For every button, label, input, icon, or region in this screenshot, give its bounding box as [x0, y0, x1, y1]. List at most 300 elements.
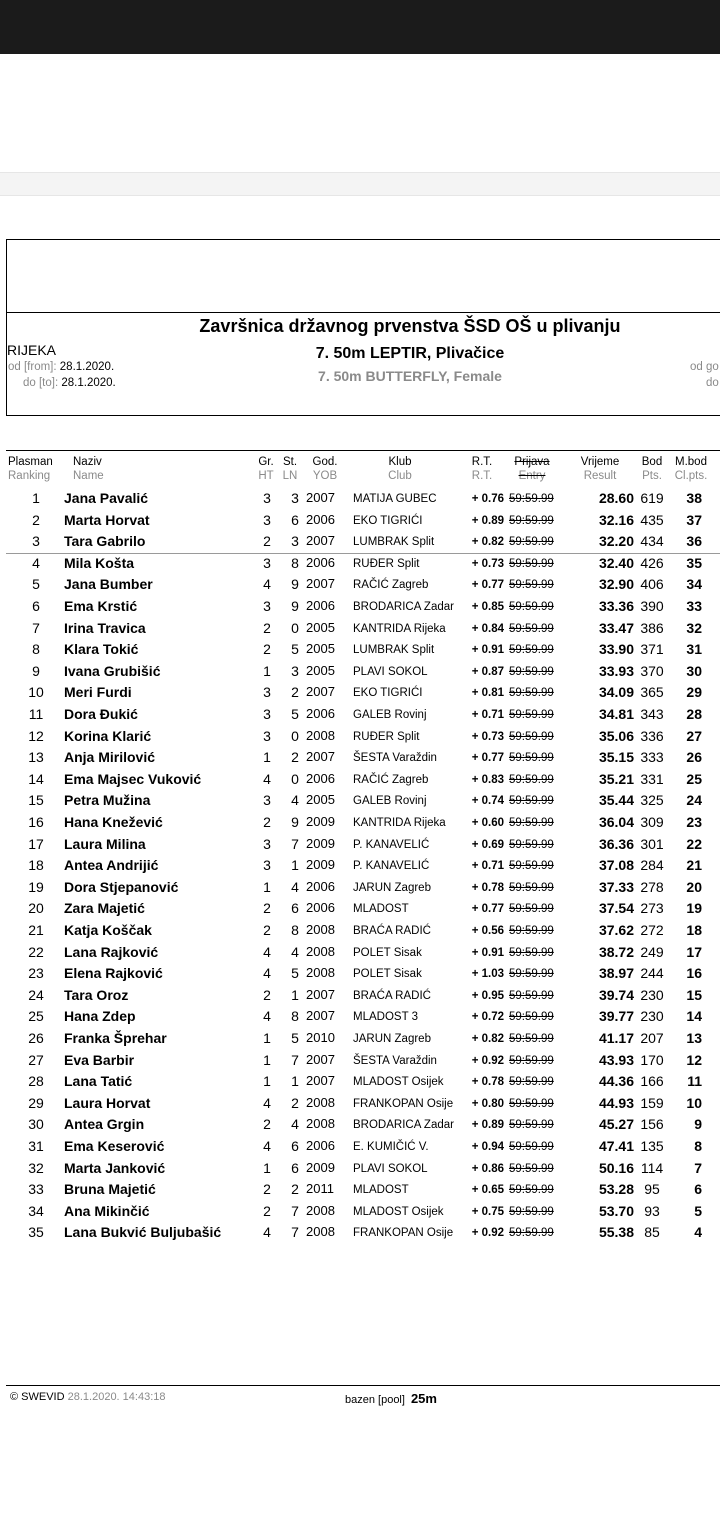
yob-cell: 2008 [306, 965, 335, 981]
rank-cell: 20 [28, 900, 44, 917]
class-points-cell: 28 [686, 706, 702, 722]
yob-cell: 2006 [306, 900, 335, 916]
points-cell: 272 [640, 922, 664, 938]
table-row [0, 617, 720, 639]
table-row [0, 854, 720, 876]
entry-time-cell: 59:59.99 [509, 1227, 554, 1240]
competition-title: Završnica državnog prvenstva ŠSD OŠ u plivanju [199, 316, 621, 336]
heat-cell: 2 [263, 641, 271, 658]
points-cell: 284 [640, 857, 664, 874]
reaction-time-cell: + 0.94 [471, 1141, 504, 1153]
entry-time-cell: 59:59.99 [509, 903, 554, 916]
reaction-time-cell: + 0.92 [471, 1227, 504, 1240]
result-time-cell: 44.93 [598, 1094, 634, 1111]
entry-time-cell: 59:59.99 [509, 1184, 554, 1197]
club-cell: ŠESTA Varaždin [353, 752, 437, 765]
entry-time-cell: 59:59.99 [509, 1054, 554, 1067]
club-cell: MATIJA GUBEC [353, 493, 437, 505]
swimmer-name: Antea Andrijić [64, 857, 159, 874]
rank-cell: 19 [28, 878, 44, 895]
yob-cell: 2008 [306, 1116, 335, 1132]
class-points-cell: 34 [686, 576, 702, 593]
lane-cell: 5 [291, 706, 299, 722]
result-time-cell: 32.90 [598, 576, 634, 593]
result-time-cell: 50.16 [598, 1159, 634, 1176]
yob-cell: 2009 [306, 1159, 335, 1175]
result-time-cell: 28.60 [598, 490, 634, 506]
right-from-fragment: od go [690, 361, 719, 373]
heat-cell: 2 [263, 1116, 271, 1133]
swimmer-name: Korina Klarić [64, 727, 152, 744]
rank-cell: 2 [32, 511, 40, 528]
table-row [0, 768, 720, 790]
lane-cell: 9 [291, 576, 299, 593]
table-row [0, 1070, 720, 1092]
table-row [0, 962, 720, 984]
yob-cell: 2006 [306, 770, 335, 786]
class-points-cell: 32 [686, 619, 702, 636]
col-header-club: Klub Club [388, 456, 412, 482]
club-cell: JARUN Zagreb [353, 1033, 431, 1045]
reaction-time-cell: + 0.89 [471, 514, 504, 527]
yob-cell: 2010 [306, 1030, 335, 1045]
yob-cell: 2008 [306, 922, 335, 937]
table-row [0, 984, 720, 1006]
heat-cell: 2 [263, 619, 271, 636]
lane-cell: 1 [291, 1073, 299, 1090]
date-from [8, 361, 114, 373]
swimmer-name: Laura Milina [64, 835, 146, 852]
result-time-cell: 32.40 [598, 554, 634, 571]
rank-cell: 6 [32, 598, 40, 614]
col-header-result: Vrijeme Result [580, 456, 620, 482]
points-cell: 273 [640, 900, 664, 917]
entry-time-cell: 59:59.99 [509, 946, 554, 959]
heat-cell: 4 [263, 576, 271, 593]
swimmer-name: Lana Tatić [64, 1073, 133, 1090]
heat-cell: 4 [263, 1138, 271, 1154]
heat-cell: 1 [263, 1159, 271, 1176]
table-row [0, 573, 720, 595]
points-cell: 301 [640, 835, 664, 852]
reaction-time-cell: + 0.82 [471, 1033, 504, 1045]
class-points-cell: 17 [686, 943, 702, 960]
points-cell: 619 [640, 490, 664, 506]
club-cell: RAČIĆ Zagreb [353, 579, 429, 592]
rank-cell: 28 [28, 1073, 44, 1090]
to-date: 28.1.2020. [61, 377, 116, 389]
club-cell: POLET Sisak [353, 946, 422, 959]
swimmer-name: Tara Oroz [64, 986, 129, 1003]
col-header-points: Bod Pts. [641, 456, 663, 482]
result-time-cell: 32.16 [598, 511, 634, 528]
rank-cell: 26 [28, 1030, 44, 1046]
col-header-heat: Gr. HT [258, 456, 274, 482]
yob-cell: 2005 [306, 619, 335, 635]
result-time-cell: 34.81 [598, 706, 634, 722]
points-cell: 278 [640, 878, 664, 895]
table-row [0, 1135, 720, 1157]
points-cell: 434 [640, 533, 664, 550]
reaction-time-cell: + 0.86 [471, 1162, 504, 1175]
class-points-cell: 13 [686, 1030, 702, 1046]
points-cell: 370 [640, 662, 664, 679]
col-header-rt: R.T. R.T. [471, 456, 493, 482]
entry-time-cell: 59:59.99 [509, 493, 554, 505]
class-points-cell: 33 [686, 598, 702, 614]
table-row [0, 1113, 720, 1135]
result-time-cell: 44.36 [598, 1073, 634, 1090]
class-points-cell: 35 [686, 554, 702, 571]
yob-cell: 2008 [306, 943, 335, 959]
swimmer-name: Laura Horvat [64, 1094, 151, 1111]
yob-cell: 2009 [306, 857, 335, 873]
class-points-cell: 29 [686, 684, 702, 701]
reaction-time-cell: + 0.73 [471, 557, 504, 570]
points-cell: 93 [644, 1202, 660, 1219]
points-cell: 156 [640, 1116, 664, 1133]
class-points-cell: 38 [686, 490, 702, 506]
points-cell: 435 [640, 511, 664, 528]
club-cell: RUĐER Split [353, 730, 420, 743]
lane-cell: 9 [291, 814, 299, 830]
entry-time-cell: 59:59.99 [509, 1033, 554, 1045]
reaction-time-cell: + 0.73 [471, 730, 504, 743]
entry-time-cell: 59:59.99 [509, 773, 554, 786]
points-cell: 166 [640, 1073, 664, 1090]
rank-cell: 17 [28, 835, 44, 852]
result-time-cell: 38.72 [598, 943, 634, 960]
rank-cell: 14 [28, 770, 44, 787]
event-title: 7. 50m LEPTIR, Plivačice [315, 345, 505, 362]
yob-cell: 2005 [306, 662, 335, 678]
reaction-time-cell: + 0.84 [471, 622, 504, 635]
table-row [0, 530, 720, 552]
points-cell: 390 [640, 598, 664, 614]
yob-cell: 2008 [306, 1202, 335, 1218]
yob-cell: 2007 [306, 1051, 335, 1067]
swimmer-name: Katja Koščak [64, 922, 152, 938]
points-cell: 365 [640, 684, 664, 701]
table-row [0, 1027, 720, 1049]
points-cell: 244 [640, 965, 664, 982]
rank-cell: 13 [28, 749, 44, 766]
club-cell: E. KUMIČIĆ V. [353, 1141, 429, 1153]
entry-time-cell: 59:59.99 [509, 1141, 554, 1153]
results-top-rule [6, 450, 720, 451]
swimmer-name: Marta Horvat [64, 511, 150, 528]
points-cell: 371 [640, 641, 664, 658]
result-time-cell: 35.15 [598, 749, 634, 766]
yob-cell: 2007 [306, 576, 335, 592]
yob-cell: 2011 [306, 1181, 334, 1197]
entry-time-cell: 59:59.99 [509, 665, 554, 678]
lane-cell: 2 [291, 749, 299, 766]
heat-cell: 3 [263, 706, 271, 722]
points-cell: 249 [640, 943, 664, 960]
swimmer-name: Ema Krstić [64, 598, 138, 614]
class-points-cell: 19 [686, 900, 702, 917]
swimmer-name: Anja Mirilović [64, 749, 156, 766]
club-cell: JARUN Zagreb [353, 881, 431, 894]
result-time-cell: 35.21 [598, 770, 634, 787]
points-cell: 135 [640, 1138, 664, 1154]
yob-cell: 2005 [306, 792, 335, 808]
result-time-cell: 33.90 [598, 641, 634, 658]
entry-time-cell: 59:59.99 [509, 795, 554, 808]
result-time-cell: 55.38 [598, 1224, 634, 1241]
reaction-time-cell: + 0.78 [471, 881, 504, 894]
rank-cell: 10 [28, 684, 44, 701]
club-cell: KANTRIDA Rijeka [353, 622, 446, 635]
lane-cell: 0 [291, 770, 299, 787]
class-points-cell: 37 [686, 511, 702, 528]
entry-time-cell: 59:59.99 [509, 1097, 554, 1110]
entry-time-cell: 59:59.99 [509, 1076, 554, 1089]
result-time-cell: 35.44 [598, 792, 634, 809]
class-points-cell: 21 [686, 857, 702, 874]
table-row [0, 897, 720, 919]
rank-cell: 11 [28, 706, 44, 722]
rank-cell: 1 [32, 490, 40, 506]
result-time-cell: 37.08 [598, 857, 634, 874]
swimmer-name: Ana Mikinčić [64, 1202, 150, 1219]
club-cell: GALEB Rovinj [353, 709, 427, 721]
footer-rule [6, 1385, 720, 1386]
entry-time-cell: 59:59.99 [509, 687, 554, 700]
class-points-cell: 11 [687, 1073, 702, 1090]
yob-cell: 2006 [306, 511, 335, 527]
result-time-cell: 33.36 [598, 598, 634, 614]
swimmer-name: Lana Rajković [64, 943, 159, 960]
entry-time-cell: 59:59.99 [509, 881, 554, 894]
heat-cell: 1 [263, 1030, 271, 1046]
result-time-cell: 37.54 [598, 900, 634, 917]
lane-cell: 2 [291, 1181, 299, 1198]
club-cell: KANTRIDA Rijeka [353, 817, 446, 829]
swimmer-name: Eva Barbir [64, 1051, 135, 1068]
rank-cell: 3 [32, 533, 40, 550]
result-time-cell: 47.41 [598, 1138, 634, 1154]
lane-cell: 3 [291, 662, 299, 679]
reaction-time-cell: + 0.95 [471, 989, 504, 1002]
reaction-time-cell: + 0.85 [471, 601, 504, 613]
table-row [0, 1092, 720, 1114]
entry-time-cell: 59:59.99 [509, 579, 554, 592]
header-divider [6, 312, 720, 313]
swimmer-name: Lana Bukvić Buljubašić [64, 1224, 222, 1241]
points-cell: 336 [640, 727, 664, 744]
reaction-time-cell: + 0.65 [471, 1184, 504, 1197]
reaction-time-cell: + 0.69 [471, 838, 504, 851]
lane-cell: 9 [291, 598, 299, 614]
table-row [0, 638, 720, 660]
table-row [0, 660, 720, 682]
class-points-cell: 23 [686, 814, 702, 830]
entry-time-cell: 59:59.99 [509, 752, 554, 765]
club-cell: MLADOST 3 [353, 1011, 418, 1024]
reaction-time-cell: + 0.77 [471, 752, 504, 765]
club-cell: MLADOST [353, 1184, 409, 1197]
yob-cell: 2007 [306, 684, 335, 700]
yob-cell: 2007 [306, 533, 335, 549]
club-cell: LUMBRAK Split [353, 644, 435, 657]
points-cell: 230 [640, 1008, 664, 1025]
club-cell: PLAVI SOKOL [353, 1162, 428, 1175]
entry-time-cell: 59:59.99 [509, 1205, 554, 1218]
heat-cell: 2 [263, 1202, 271, 1219]
heat-cell: 2 [263, 900, 271, 917]
class-points-cell: 12 [686, 1051, 702, 1068]
table-row [0, 1005, 720, 1027]
class-points-cell: 6 [694, 1181, 702, 1198]
heat-cell: 4 [263, 1094, 271, 1111]
heat-cell: 3 [263, 792, 271, 809]
points-cell: 309 [640, 814, 664, 830]
table-row [0, 1049, 720, 1071]
club-cell: MLADOST Osijek [353, 1076, 444, 1089]
rank-cell: 22 [28, 943, 44, 960]
date-to [23, 377, 116, 389]
swimmer-name: Franka Šprehar [64, 1030, 167, 1046]
entry-time-cell: 59:59.99 [509, 925, 554, 937]
entry-time-cell: 59:59.99 [509, 1119, 554, 1132]
class-points-cell: 16 [686, 965, 702, 982]
class-points-cell: 36 [686, 533, 702, 550]
swimmer-name: Jana Bumber [64, 576, 153, 593]
lane-cell: 1 [291, 986, 299, 1003]
class-points-cell: 14 [686, 1008, 702, 1025]
entry-time-cell: 59:59.99 [509, 838, 554, 851]
reaction-time-cell: + 0.92 [471, 1054, 504, 1067]
class-points-cell: 9 [694, 1116, 702, 1133]
club-cell: RUĐER Split [353, 557, 420, 570]
points-cell: 85 [644, 1224, 660, 1241]
swimmer-name: Marta Janković [64, 1159, 166, 1176]
result-time-cell: 39.74 [598, 986, 634, 1003]
rank-cell: 29 [28, 1094, 44, 1111]
lane-cell: 7 [291, 1051, 299, 1068]
to-label: do [to]: [23, 377, 59, 389]
table-row [0, 509, 720, 531]
lane-cell: 6 [291, 900, 299, 917]
rank-cell: 18 [28, 857, 44, 874]
entry-time-cell: 59:59.99 [509, 1011, 554, 1024]
reaction-time-cell: + 0.77 [471, 579, 504, 592]
club-cell: LUMBRAK Split [353, 536, 435, 549]
heat-cell: 3 [263, 727, 271, 744]
points-cell: 230 [640, 986, 664, 1003]
class-points-cell: 18 [686, 922, 702, 938]
rank-cell: 7 [32, 619, 40, 636]
lane-cell: 8 [291, 1008, 299, 1025]
reaction-time-cell: + 0.77 [471, 903, 504, 916]
class-points-cell: 4 [694, 1224, 702, 1241]
entry-time-cell: 59:59.99 [509, 1162, 554, 1175]
yob-cell: 2006 [306, 1138, 335, 1153]
class-points-cell: 8 [694, 1138, 702, 1154]
from-date: 28.1.2020. [59, 361, 115, 373]
class-points-cell: 15 [686, 986, 702, 1003]
club-cell: GALEB Rovinj [353, 795, 427, 808]
col-header-clpoints: M.bod Cl.pts. [674, 456, 708, 482]
reaction-time-cell: + 0.91 [471, 644, 504, 657]
yob-cell: 2006 [306, 554, 335, 570]
swimmer-name: Ivana Grubišić [64, 662, 161, 679]
rank-cell: 8 [32, 641, 40, 658]
lane-cell: 8 [291, 922, 299, 938]
heat-cell: 1 [263, 749, 271, 766]
rank-cell: 27 [28, 1051, 44, 1068]
browser-toolbar-band [0, 172, 720, 196]
table-row [0, 811, 720, 833]
reaction-time-cell: + 0.56 [471, 925, 504, 937]
points-cell: 159 [640, 1094, 664, 1111]
reaction-time-cell: + 0.72 [471, 1011, 504, 1024]
table-row [0, 552, 720, 574]
entry-time-cell: 59:59.99 [509, 514, 554, 527]
table-row [0, 1178, 720, 1200]
yob-cell: 2007 [306, 749, 335, 765]
points-cell: 325 [640, 792, 664, 809]
result-time-cell: 45.27 [598, 1116, 634, 1133]
club-cell: RAČIĆ Zagreb [353, 773, 429, 786]
entry-time-cell: 59:59.99 [509, 817, 554, 829]
yob-cell: 2007 [306, 490, 335, 505]
rank-cell: 23 [28, 965, 44, 982]
yob-cell: 2006 [306, 706, 335, 721]
yob-cell: 2008 [306, 1094, 335, 1110]
table-row [0, 1221, 720, 1243]
lane-cell: 0 [291, 619, 299, 636]
result-time-cell: 37.33 [598, 878, 634, 895]
result-time-cell: 53.70 [598, 1202, 634, 1219]
class-points-cell: 22 [686, 835, 702, 852]
table-row [0, 487, 720, 509]
reaction-time-cell: + 0.82 [471, 536, 504, 549]
rank-cell: 16 [28, 814, 44, 830]
reaction-time-cell: + 0.60 [471, 817, 504, 829]
class-points-cell: 30 [686, 662, 702, 679]
result-time-cell: 38.97 [598, 965, 634, 982]
swimmer-name: Zara Majetić [64, 900, 145, 917]
reaction-time-cell: + 0.91 [471, 946, 504, 959]
lane-cell: 8 [291, 554, 299, 571]
class-points-cell: 25 [686, 770, 702, 787]
class-points-cell: 27 [686, 727, 702, 744]
club-cell: FRANKOPAN Osije [353, 1097, 454, 1110]
table-row [0, 681, 720, 703]
lane-cell: 4 [291, 1116, 299, 1133]
city-label: RIJEKA [7, 342, 57, 358]
result-time-cell: 39.77 [598, 1008, 634, 1025]
result-time-cell: 41.17 [598, 1030, 634, 1046]
reaction-time-cell: + 0.76 [471, 493, 504, 505]
rank-cell: 32 [28, 1159, 44, 1176]
lane-cell: 2 [291, 684, 299, 701]
club-cell: EKO TIGRIĆI [353, 687, 423, 700]
footer-copyright: © SWEVID 28.1.2020. 14:43:18 [10, 1391, 166, 1403]
col-header-yob: God. YOB [312, 456, 338, 482]
club-cell: EKO TIGRIĆI [353, 514, 423, 527]
swimmer-name: Dora Đukić [64, 706, 138, 722]
heat-cell: 3 [263, 684, 271, 701]
rank-cell: 31 [28, 1138, 44, 1154]
swimmer-name: Antea Grgin [64, 1116, 145, 1133]
lane-cell: 7 [291, 1224, 299, 1241]
yob-cell: 2008 [306, 727, 335, 743]
reaction-time-cell: + 1.03 [471, 968, 504, 981]
